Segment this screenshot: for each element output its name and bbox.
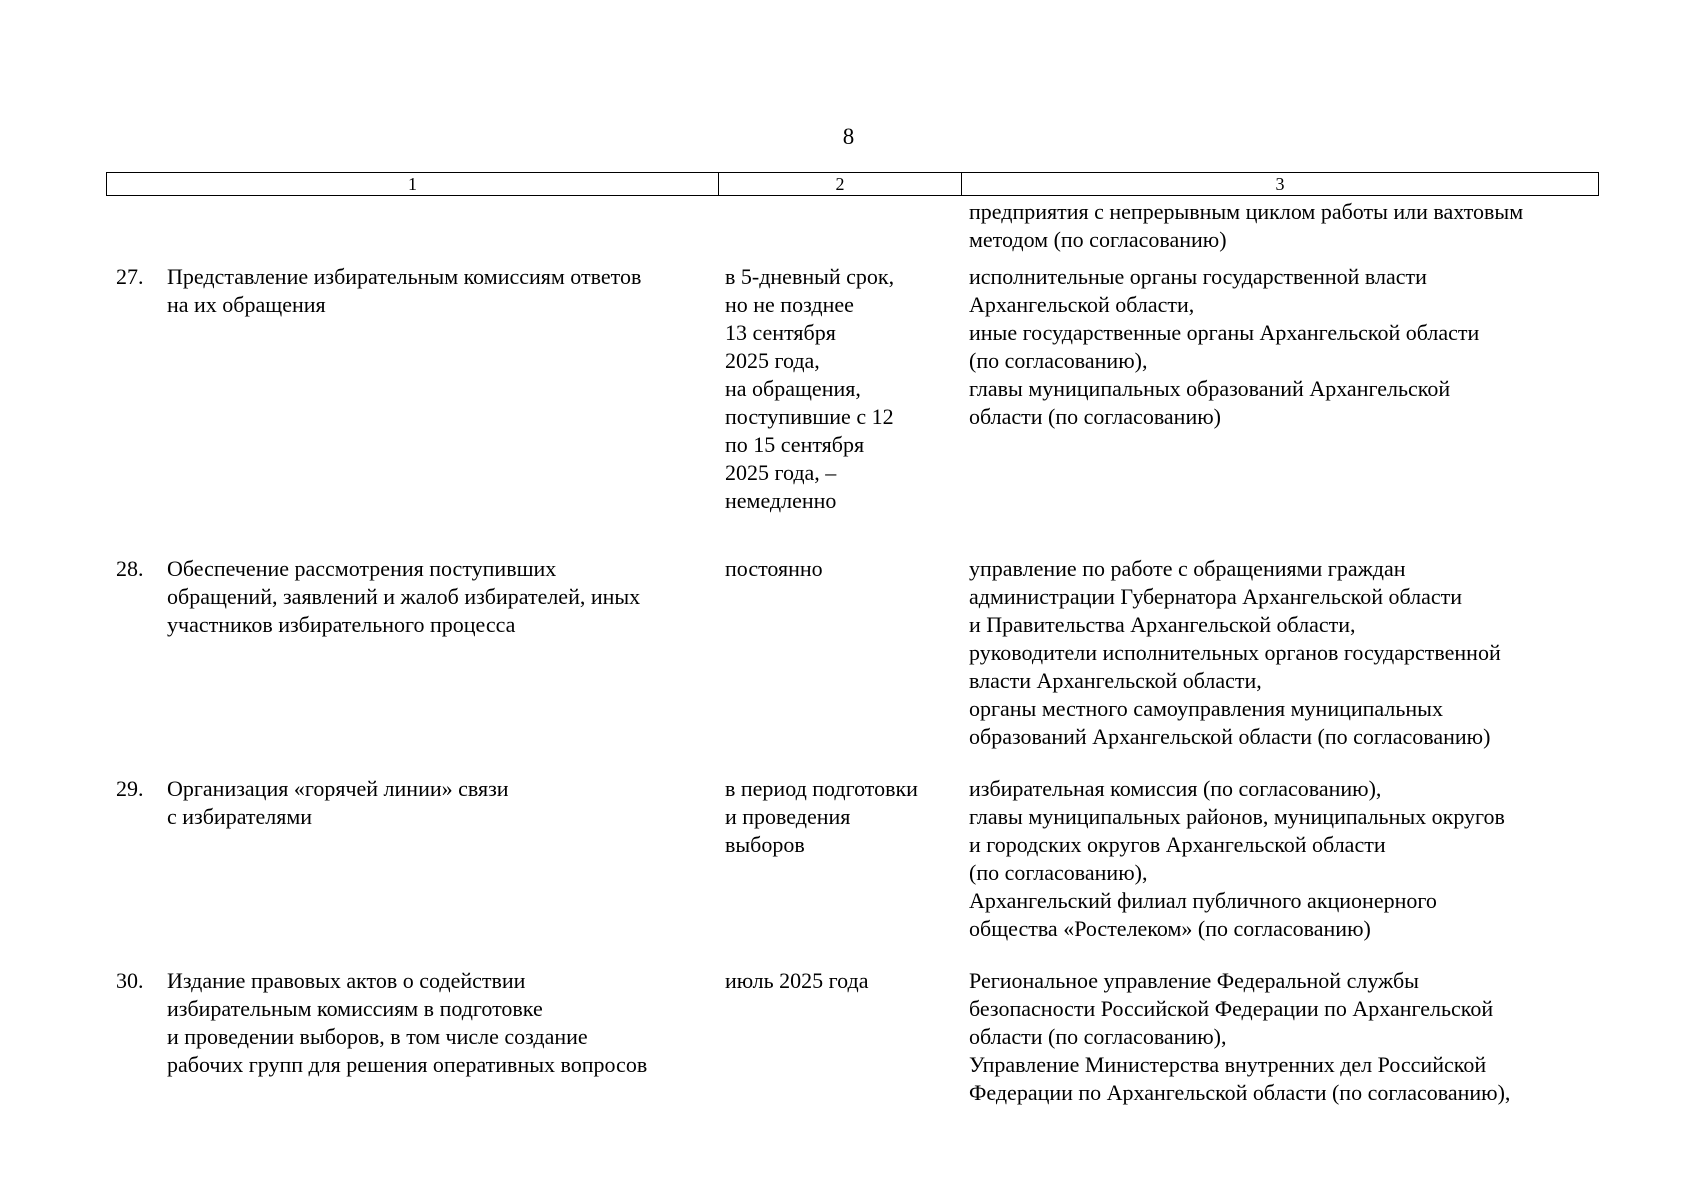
text-line: участников избирательного процесса: [167, 612, 516, 637]
column-header-3: 3: [961, 173, 1598, 195]
text-line: постоянно: [725, 556, 823, 581]
page-number: 8: [842, 124, 855, 149]
responsible-continuation: [969, 198, 1599, 254]
responsible-parties: [969, 555, 1599, 751]
text-line: предприятия с непрерывным циклом работы или вахтовым: [969, 199, 1524, 224]
text-line: безопасности Российской Федерации по Архангельской: [969, 996, 1494, 1021]
text-line: поступившие с 12: [725, 404, 894, 429]
row-number: 28.: [116, 556, 144, 581]
column-header-2: 2: [718, 173, 961, 195]
text-line: главы муниципальных образований Архангельской: [969, 376, 1451, 401]
text-line: Представление избирательным комиссиям ответов: [167, 264, 642, 289]
row-number: 29.: [116, 776, 144, 801]
text-line: в 5-дневный срок,: [725, 264, 895, 289]
table-column-header-row: [106, 172, 1599, 196]
text-line: по 15 сентября: [725, 432, 865, 457]
text-line: Издание правовых актов о содействии: [167, 968, 526, 993]
text-line: Архангельской области,: [969, 292, 1195, 317]
text-line: администрации Губернатора Архангельской области: [969, 584, 1463, 609]
text-line: методом (по согласованию): [969, 227, 1227, 252]
text-line: управление по работе с обращениями граждан: [969, 556, 1406, 581]
text-line: общества «Ростелеком» (по согласованию): [969, 916, 1371, 941]
text-line: 2025 года, –: [725, 460, 837, 485]
text-line: и проведения: [725, 804, 851, 829]
deadline: [725, 775, 960, 859]
deadline: [725, 967, 960, 995]
text-line: Организация «горячей линии» связи: [167, 776, 509, 801]
row-number: 30.: [116, 968, 144, 993]
text-line: в период подготовки: [725, 776, 918, 801]
text-line: выборов: [725, 832, 805, 857]
deadline: [725, 555, 960, 583]
text-line: избирательным комиссиям в подготовке: [167, 996, 543, 1021]
text-line: 2025 года,: [725, 348, 820, 373]
responsible-parties: [969, 775, 1599, 943]
column-header-1: 1: [408, 174, 417, 194]
text-line: рабочих групп для решения оперативных вопросов: [167, 1052, 648, 1077]
task-description: [167, 555, 707, 639]
text-line: (по согласованию),: [969, 348, 1148, 373]
text-line: образований Архангельской области (по согласованию): [969, 724, 1491, 749]
text-line: руководители исполнительных органов государственной: [969, 640, 1501, 665]
text-line: но не позднее: [725, 292, 854, 317]
text-line: и Правительства Архангельской области,: [969, 612, 1356, 637]
text-line: и проведении выборов, в том числе создание: [167, 1024, 588, 1049]
responsible-parties: [969, 967, 1599, 1107]
text-line: на обращения,: [725, 376, 861, 401]
responsible-parties: [969, 263, 1599, 431]
text-line: главы муниципальных районов, муниципальных округов: [969, 804, 1505, 829]
text-line: Региональное управление Федеральной службы: [969, 968, 1419, 993]
text-line: немедленно: [725, 488, 837, 513]
task-description: [167, 263, 707, 319]
text-line: власти Архангельской области,: [969, 668, 1262, 693]
text-line: органы местного самоуправления муниципальных: [969, 696, 1443, 721]
text-line: обращений, заявлений и жалоб избирателей, иных: [167, 584, 641, 609]
text-line: избирательная комиссия (по согласованию),: [969, 776, 1382, 801]
text-line: 13 сентября: [725, 320, 836, 345]
text-line: и городских округов Архангельской области: [969, 832, 1386, 857]
task-description: [167, 967, 707, 1079]
text-line: с избирателями: [167, 804, 313, 829]
text-line: (по согласованию),: [969, 860, 1148, 885]
text-line: области (по согласованию),: [969, 1024, 1227, 1049]
text-line: Управление Министерства внутренних дел Российской: [969, 1052, 1487, 1077]
text-line: Архангельский филиал публичного акционерного: [969, 888, 1437, 913]
text-line: Федерации по Архангельской области (по согласованию),: [969, 1080, 1511, 1105]
task-description: [167, 775, 707, 831]
text-line: области (по согласованию): [969, 404, 1221, 429]
text-line: июль 2025 года: [725, 968, 869, 993]
deadline: [725, 263, 960, 515]
row-number: 27.: [116, 264, 144, 289]
text-line: Обеспечение рассмотрения поступивших: [167, 556, 557, 581]
text-line: на их обращения: [167, 292, 326, 317]
text-line: иные государственные органы Архангельской области: [969, 320, 1480, 345]
text-line: исполнительные органы государственной власти: [969, 264, 1427, 289]
